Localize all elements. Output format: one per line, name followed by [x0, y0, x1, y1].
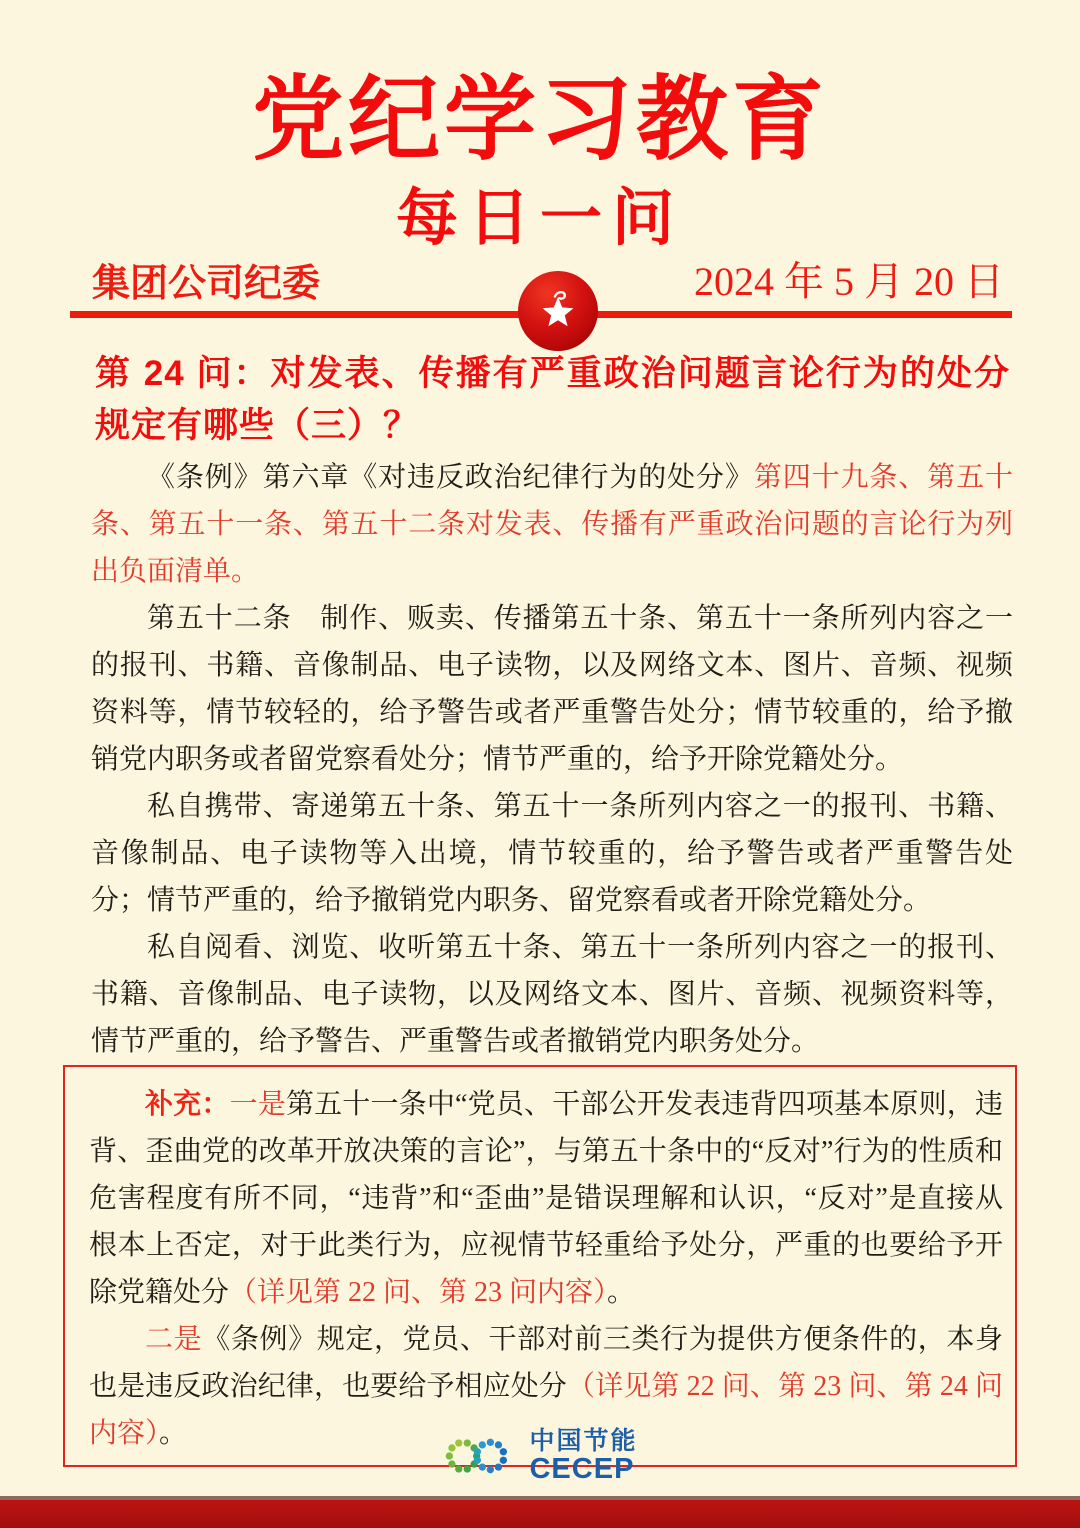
- star-icon: [535, 288, 581, 334]
- body-text: [91, 454, 1013, 1467]
- paragraph-read-browse: 私自阅看、浏览、收听第五十条、第五十一条所列内容之一的报刊、书籍、音像制品、电子读物，以及网络文本、图片、音频、视频资料等，情节严重的，给予警告、严重警告或者撤销党内职务处分。: [91, 932, 1013, 1058]
- supplement-paragraph-1: [89, 1081, 1003, 1316]
- regulation-intro-red: 第四十九条、第五十条、第五十一条、第五十二条对发表、传播有严重政治问题的言论行为列出负面清单。: [91, 462, 1013, 588]
- supplement-p2-end: 。: [159, 1418, 188, 1450]
- footer-bar: [0, 1496, 1080, 1528]
- page-title: 党纪学习教育: [251, 69, 828, 171]
- supplement-label: 补充：: [145, 1089, 230, 1121]
- paragraph-article-52: 第五十二条 制作、贩卖、传播第五十条、第五十一条所列内容之一的报刊、书籍、音像制品、电子读物，以及网络文本、图片、音频、视频资料等，情节较轻的，给予警告或者严重警告处分；情节较重的，给予撤销党内职务或者留党察看处分；情节严重的，给予开除党籍处分。: [91, 603, 1013, 776]
- supplement-p1-end: 。: [607, 1277, 636, 1309]
- paragraph-carry-mail: 私自携带、寄递第五十条、第五十一条所列内容之一的报刊、书籍、音像制品、电子读物等入出境，情节较重的，给予警告或者严重警告处分；情节严重的，给予撤销党内职务、留党察看或者开除党籍处分。: [91, 791, 1013, 917]
- supplement-p1-ref: （详见第 22 问、第 23 问内容）: [229, 1277, 608, 1309]
- org-name: 集团公司纪委: [92, 263, 321, 306]
- page-subtitle: 每日一问: [395, 183, 684, 253]
- logo-text: [529, 1428, 637, 1484]
- regulation-intro-black: 《条例》第六章《对违反政治纪律行为的处分》: [147, 462, 754, 494]
- logo-dots-icon: [442, 1424, 518, 1488]
- star-badge: [518, 271, 598, 351]
- supplement-p1-lead: 一是: [229, 1089, 286, 1121]
- supplement-p2-black: 《条例》规定，党员、干部对前三类行为提供方便条件的，本身也是违反政治纪律，也要给予相应处分: [89, 1324, 1003, 1403]
- supplement-p2-ref: （详见第 22 问、第 23 问、第 24 问内容）: [89, 1371, 1003, 1450]
- cecep-logo: [442, 1424, 637, 1488]
- logo-name-en: CECEP: [529, 1453, 635, 1485]
- supplement-box: [63, 1065, 1017, 1467]
- question-title: 第 24 问：对发表、传播有严重政治问题言论行为的处分规定有哪些（三）？: [95, 354, 1010, 446]
- logo-name-cn: 中国节能: [529, 1427, 638, 1455]
- paragraph-regulation-intro: [91, 454, 1013, 595]
- date-text: 2024 年 5 月 20 日: [694, 259, 1004, 305]
- supplement-p2-lead: 二是: [145, 1324, 203, 1356]
- supplement-p1-black: 第五十一条中“党员、干部公开发表违背四项基本原则，违背、歪曲党的改革开放决策的言论”，与第五十条中的“反对”行为的性质和危害程度有所不同，“违背”和“歪曲”是错误理解和认识，“反对”是直接从根本上否定，对于此类行为，应视情节轻重给予处分，严重的也要给予开除党籍处分: [89, 1089, 1003, 1309]
